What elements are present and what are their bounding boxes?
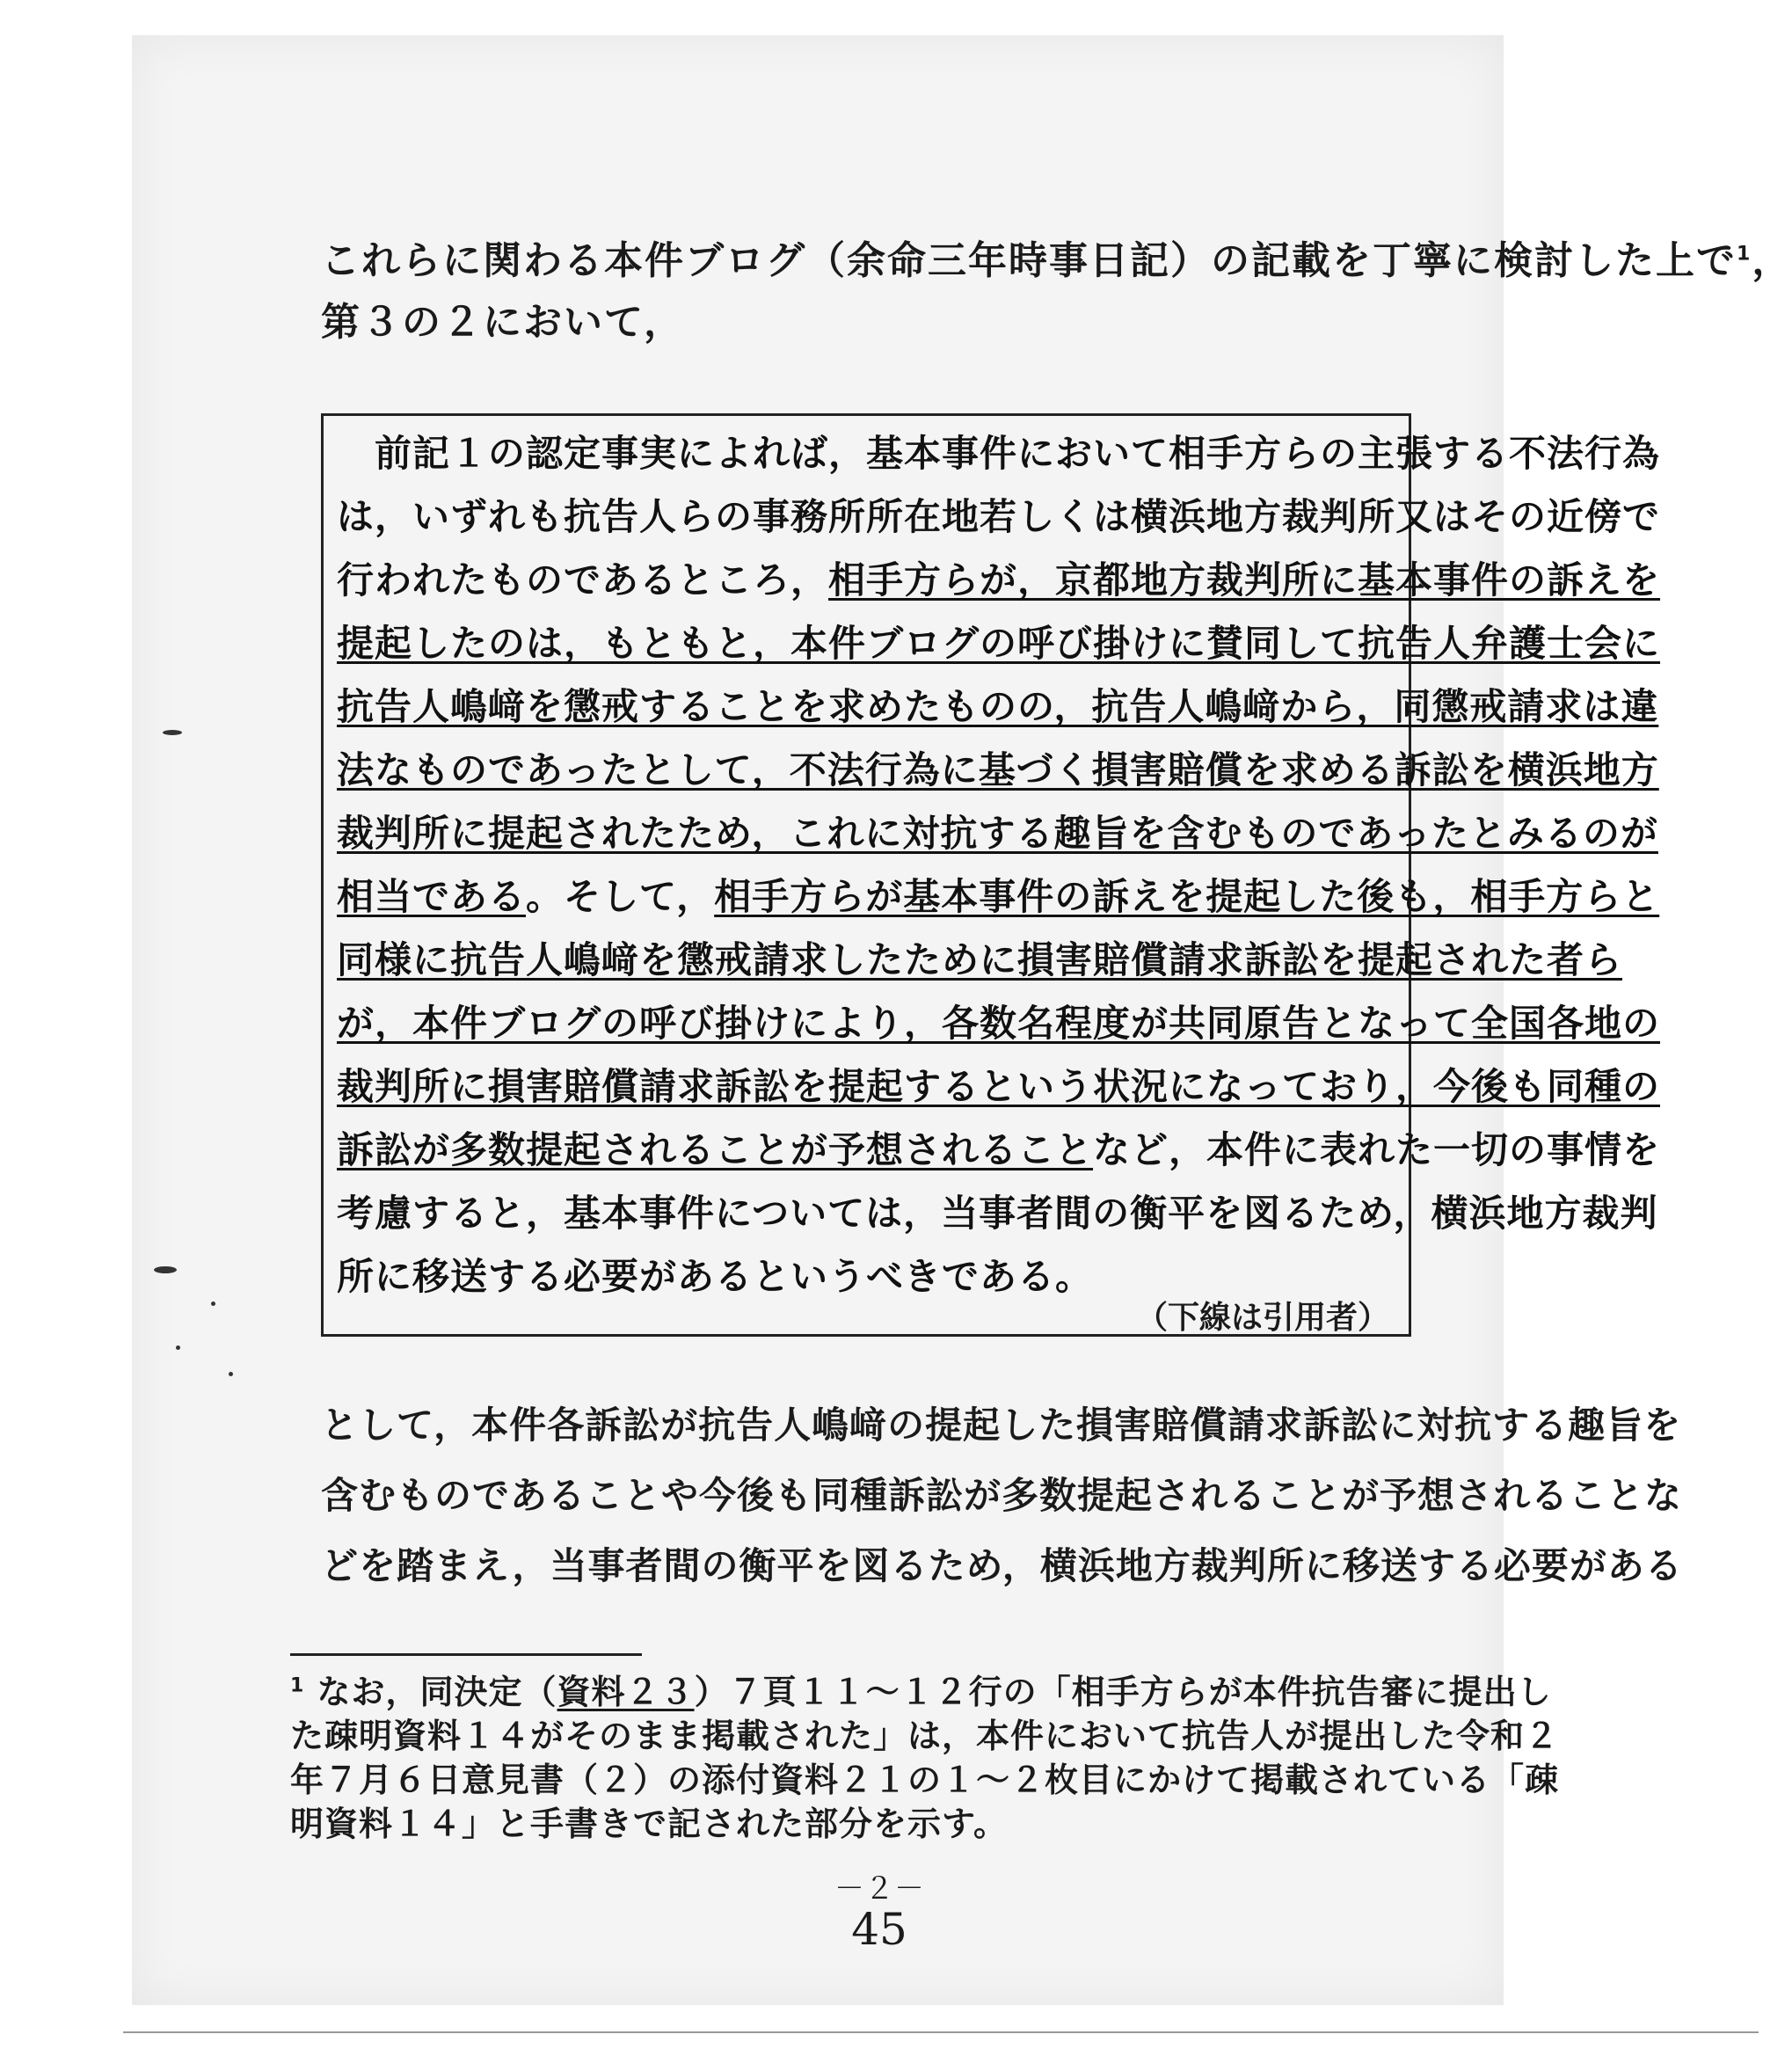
intro-line-1 [321,238,1792,283]
intro-line-2: 第３の２において， [321,300,685,345]
quote-line-6: 法なものであったとして，不法行為に基づく損害賠償を求める訴訟を横浜地方 [337,748,1659,791]
quote-underlined-text: 相手方らが，京都地方裁判所に基本事件の訴えを [828,558,1661,602]
scan-speck [211,1302,215,1306]
body-line-2: 含むものであることや今後も同種訴訟が多数提起されることが予想されることな [321,1474,1683,1517]
footnote-line-4: 明資料１４」と手書きで記された部分を示す。 [290,1805,1008,1843]
page-number: －２－ [834,1871,924,1907]
footnote-ref: 1 [1737,243,1752,266]
quote-underlined-text: 訴訟が多数提起されることが予想されること [337,1128,1094,1171]
quote-line-12 [337,1128,1661,1171]
quote-line-1: 前記１の認定事実によれば，基本事件において相手方らの主張する不法行為 [337,432,1661,475]
footnote-reference: 資料２３ [557,1673,695,1711]
quote-line-11: 裁判所に損害賠償請求訴訟を提起するという状況になっており，今後も同種の [337,1065,1661,1108]
quote-line-5: 抗告人嶋﨑を懲戒することを求めたものの，抗告人嶋﨑から，同懲戒請求は違 [337,685,1659,728]
footnote-line-1 [290,1675,1552,1709]
body-line-3: どを踏まえ，当事者間の衡平を図るため，横浜地方裁判所に移送する必要がある [321,1544,1683,1587]
quote-line-13: 考慮すると，基本事件については，当事者間の衡平を図るため，横浜地方裁判 [337,1192,1658,1235]
quote-line-9: 同様に抗告人嶋﨑を懲戒請求したために損害賠償請求訴訟を提起された者ら [337,938,1623,981]
footnote-line-2: た疎明資料１４がそのまま掲載された」は，本件において抗告人が提出した令和２ [290,1717,1560,1755]
quote-line-10: が，本件ブログの呼び掛けにより，各数名程度が共同原告となって全国各地の [337,1002,1661,1045]
quote-text: 。そして， [526,875,715,918]
body-line-1: として，本件各訴訟が抗告人嶋﨑の提起した損害賠償請求訴訟に対抗する趣旨を [321,1404,1682,1447]
quote-underlined-text: 相当である [337,875,527,918]
scan-speck [154,1266,177,1273]
quote-line-7: 裁判所に提起されたため，これに対抗する趣旨を含むものであったとみるのが [337,812,1658,855]
stamped-page-number: 45 [851,1904,907,1955]
intro-punct: ， [1752,238,1792,283]
quote-line-8 [337,875,1660,918]
scan-speck [176,1345,180,1350]
footnote-line-3: 年７月６日意見書（２）の添付資料２１の１～２枚目にかけて掲載されている「疎 [290,1761,1560,1799]
quote-text: 行われたものであるところ， [337,558,829,602]
quote-line-3 [337,558,1661,602]
quote-line-14: 所に移送する必要があるというべきである。 [337,1255,1094,1298]
underline-note: （下線は引用者） [1135,1300,1389,1336]
scan-speck [163,730,182,735]
quote-line-2: は，いずれも抗告人らの事務所所在地若しくは横浜地方裁判所又はその近傍で [337,495,1661,538]
intro-text: これらに関わる本件ブログ（余命三年時事日記）の記載を丁寧に検討した上で [321,238,1737,283]
footnote-text: なお，同決定（ [304,1673,557,1711]
quote-text: など，本件に表れた一切の事情を [1093,1128,1661,1171]
scan-speck [229,1372,233,1376]
footnote-rule [290,1653,642,1656]
quote-underlined-text: 相手方らが基本事件の訴えを提起した後も，相手方らと [714,875,1660,918]
footnote-mark: 1 [290,1674,305,1697]
footnote-text: ）７頁１１～１２行の「相手方らが本件抗告審に提出し [694,1673,1552,1711]
bottom-edge-line [123,2031,1759,2033]
quote-line-4: 提起したのは，もともと，本件ブログの呼び掛けに賛同して抗告人弁護士会に [337,622,1661,665]
